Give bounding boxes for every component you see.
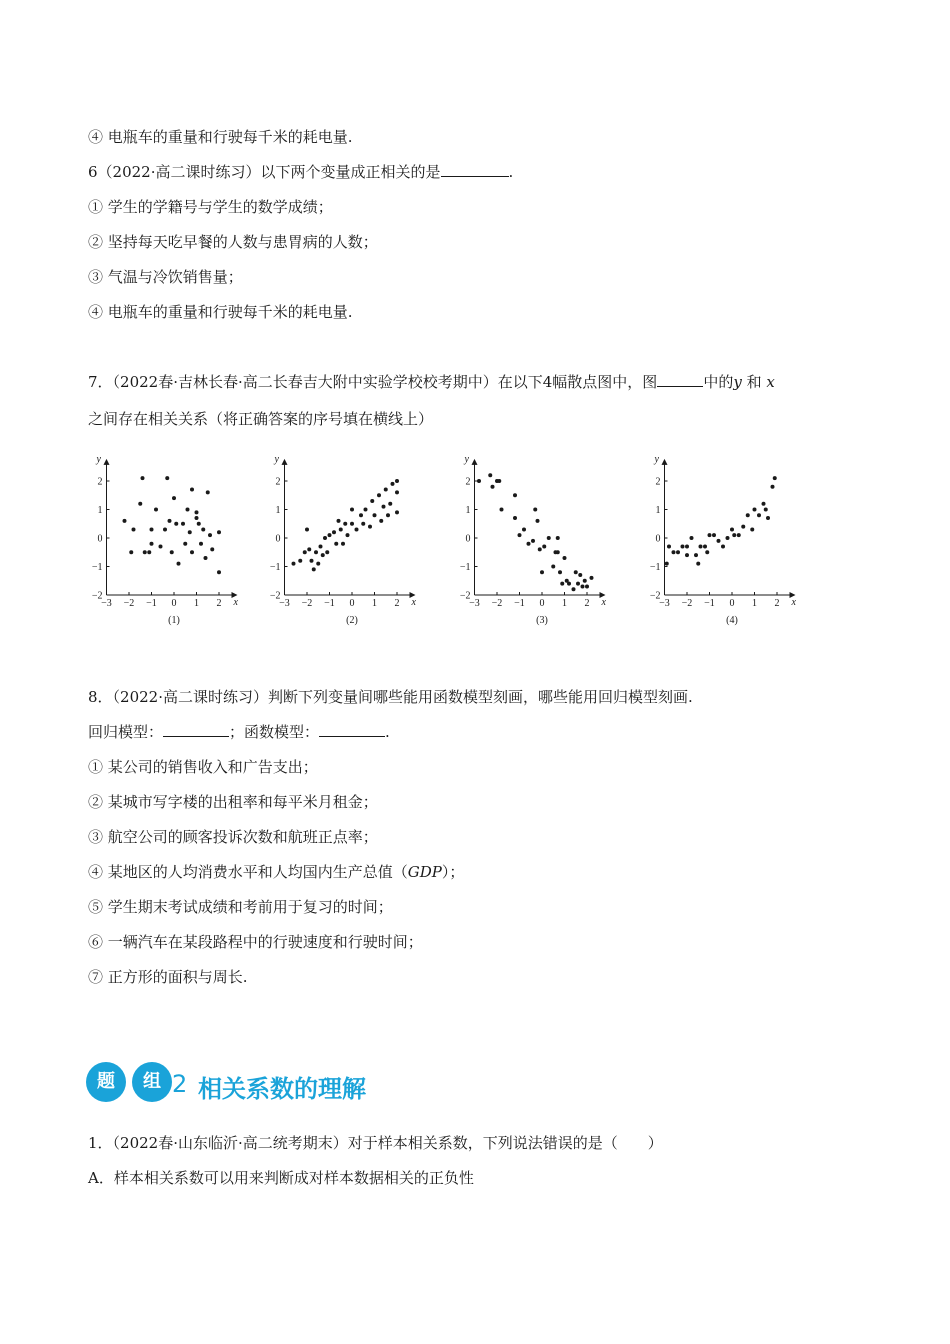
x-tick-label: −3 (659, 598, 670, 609)
x-tick-label: 1 (194, 598, 199, 609)
scatter-point (572, 587, 576, 591)
y-axis-arrow (662, 459, 668, 465)
y-tick-label: 0 (97, 533, 103, 545)
y-tick-label: −2 (649, 590, 661, 602)
scatter-point (307, 547, 311, 551)
scatter-point (138, 502, 142, 506)
scatter-point (500, 508, 504, 512)
scatter-point (350, 522, 354, 526)
scatter-point (522, 527, 526, 531)
q1-option-a: A．样本相关系数可以用来判断成对样本数据相关的正负性 (88, 1169, 474, 1187)
q6-stem-end: . (508, 163, 514, 181)
x-tick-label: −1 (146, 598, 157, 609)
scatter-point (298, 559, 302, 563)
y-tick-label: −1 (649, 562, 661, 573)
x-tick-label: 2 (584, 598, 590, 609)
q8-option-3: ③ 航空公司的顾客投诉次数和航班正点率； (88, 828, 378, 846)
scatter-point (373, 513, 377, 517)
scatter-point (730, 527, 734, 531)
scatter-point (681, 545, 685, 549)
scatter-point (518, 533, 522, 537)
scatter-point (578, 573, 582, 577)
scatter-point (531, 539, 535, 543)
x-tick-label: −1 (324, 598, 335, 609)
scatter-point (556, 550, 560, 554)
scatter-point (690, 536, 694, 540)
scatter-point (585, 584, 589, 588)
scatter-plot-3 (454, 438, 634, 637)
q8-option-2: ② 某城市写字楼的出租率和每平米月租金； (88, 793, 378, 811)
scatter-point (395, 479, 399, 483)
plot-caption: (4) (726, 615, 738, 626)
scatter-point (563, 556, 567, 560)
scatter-plot-4-svg (644, 438, 834, 633)
scatter-point (170, 550, 174, 554)
scatter-point (513, 516, 517, 520)
scatter-point (337, 519, 341, 523)
scatter-point (129, 550, 133, 554)
y-tick-label: 0 (275, 533, 281, 545)
q8-option-4 (88, 861, 464, 883)
scatter-point (197, 522, 201, 526)
scatter-point (332, 530, 336, 534)
scatter-point (732, 533, 736, 537)
scatter-point (766, 516, 770, 520)
x-tick-label: −3 (101, 598, 112, 609)
q8-option-4-end: ）； (441, 863, 465, 881)
scatter-point (321, 553, 325, 557)
scatter-point (319, 545, 323, 549)
scatter-point (147, 550, 151, 554)
scatter-point (753, 508, 757, 512)
scatter-point (685, 553, 689, 557)
scatter-point (379, 519, 383, 523)
scatter-point (547, 536, 551, 540)
x-tick-label: 1 (562, 598, 567, 609)
y-tick-label: −2 (91, 590, 103, 602)
scatter-point (773, 476, 777, 480)
scatter-point (208, 533, 212, 537)
y-axis-arrow (282, 459, 288, 465)
scatter-point (762, 502, 766, 506)
q7-stem-text: 7．（2022春·吉林长春·高二长春吉大附中实验学校校考期中）在以下4幅散点图中，图 (88, 373, 658, 391)
q6-stem (88, 161, 513, 183)
y-tick-label: 1 (275, 505, 281, 516)
x-axis-label: x (411, 597, 416, 608)
q8-answers-end: . (385, 723, 390, 741)
scatter-point (217, 570, 221, 574)
scatter-point (576, 582, 580, 586)
scatter-point (721, 545, 725, 549)
y-tick-label: 2 (275, 476, 281, 488)
scatter-point (574, 570, 578, 574)
x-axis-label: x (791, 597, 796, 608)
group-badge-ti: 题 (86, 1062, 126, 1102)
scatter-point (323, 536, 327, 540)
scatter-point (183, 542, 187, 546)
scatter-point (303, 550, 307, 554)
scatter-point (764, 508, 768, 512)
scatter-point (737, 533, 741, 537)
plot-caption: (1) (168, 615, 180, 626)
scatter-point (699, 545, 703, 549)
scatter-point (346, 533, 350, 537)
group-number: 2 (172, 1070, 188, 1098)
scatter-point (195, 516, 199, 520)
scatter-plot-2-svg (264, 438, 444, 633)
scatter-point (132, 527, 136, 531)
scatter-point (201, 527, 205, 531)
scatter-point (491, 485, 495, 489)
scatter-point (395, 490, 399, 494)
q7-var-y: y (733, 373, 742, 391)
q8-function-label: ；函数模型： (229, 723, 320, 741)
scatter-point (667, 545, 671, 549)
y-tick-label: 2 (655, 476, 661, 488)
scatter-point (292, 562, 296, 566)
y-axis-arrow (472, 459, 478, 465)
y-tick-label: −2 (269, 590, 281, 602)
scatter-point (581, 584, 585, 588)
scatter-point (556, 536, 560, 540)
scatter-point (771, 485, 775, 489)
x-tick-label: 2 (774, 598, 780, 609)
scatter-point (694, 553, 698, 557)
q7-stem (88, 371, 775, 393)
x-tick-label: 0 (539, 598, 545, 609)
scatter-point (685, 545, 689, 549)
y-axis-arrow (104, 459, 110, 465)
scatter-point (746, 513, 750, 517)
y-axis-label: y (96, 453, 101, 465)
scatter-point (757, 513, 761, 517)
scatter-plot-1 (86, 438, 266, 637)
scatter-point (143, 550, 147, 554)
scatter-point (361, 522, 365, 526)
scatter-point (154, 508, 158, 512)
scatter-point (542, 545, 546, 549)
scatter-point (741, 525, 745, 529)
scatter-point (190, 550, 194, 554)
scatter-point (590, 576, 594, 580)
scatter-point (386, 513, 390, 517)
plot-caption: (3) (536, 615, 548, 626)
scatter-point (325, 550, 329, 554)
scatter-point (163, 527, 167, 531)
q7-var-x: x (766, 373, 775, 391)
y-tick-label: 2 (465, 476, 471, 488)
x-tick-label: −3 (469, 598, 480, 609)
group-badge-zu: 组 (132, 1062, 172, 1102)
scatter-plots-row (86, 438, 846, 638)
scatter-point (391, 482, 395, 486)
q8-regression-blank[interactable] (163, 722, 229, 737)
scatter-point (388, 502, 392, 506)
scatter-point (750, 527, 754, 531)
scatter-point (370, 499, 374, 503)
x-tick-label: −1 (704, 598, 715, 609)
q8-option-1: ① 某公司的销售收入和广告支出； (88, 758, 318, 776)
scatter-point (341, 542, 345, 546)
x-tick-label: 1 (752, 598, 757, 609)
scatter-point (172, 496, 176, 500)
y-tick-label: −1 (269, 562, 281, 573)
scatter-point (314, 550, 318, 554)
scatter-point (310, 559, 314, 563)
x-tick-label: −2 (681, 598, 693, 609)
scatter-point (168, 519, 172, 523)
q7-answer-blank[interactable] (657, 372, 703, 387)
scatter-point (708, 533, 712, 537)
x-tick-label: 2 (216, 598, 222, 609)
scatter-point (696, 562, 700, 566)
q8-answers (88, 721, 390, 743)
y-tick-label: 2 (97, 476, 103, 488)
y-tick-label: 1 (655, 505, 661, 516)
x-tick-label: 1 (372, 598, 377, 609)
x-axis-label: x (233, 597, 238, 608)
plot-caption: (2) (346, 615, 358, 626)
scatter-point (538, 547, 542, 551)
x-tick-label: −1 (514, 598, 525, 609)
scatter-point (536, 519, 540, 523)
scatter-point (355, 527, 359, 531)
scatter-point (206, 490, 210, 494)
scatter-point (583, 579, 587, 583)
y-tick-label: 0 (465, 533, 471, 545)
q7-and: 和 (746, 373, 762, 391)
scatter-point (672, 550, 676, 554)
q6-option-4: ④ 电瓶车的重量和行驶每千米的耗电量. (88, 303, 353, 321)
scatter-point (150, 542, 154, 546)
q8-option-5: ⑤ 学生期末考试成绩和考前用于复习的时间； (88, 898, 393, 916)
group-title: 相关系数的理解 (198, 1075, 366, 1103)
x-tick-label: 0 (171, 598, 177, 609)
scatter-point (334, 542, 338, 546)
x-tick-label: −2 (491, 598, 503, 609)
scatter-point (150, 527, 154, 531)
scatter-point (488, 473, 492, 477)
x-tick-label: −3 (279, 598, 290, 609)
scatter-point (676, 550, 680, 554)
scatter-plot-4 (644, 438, 834, 637)
scatter-point (316, 562, 320, 566)
x-axis-label: x (601, 597, 606, 608)
q8-function-blank[interactable] (319, 722, 385, 737)
y-axis-label: y (464, 453, 469, 465)
scatter-point (533, 508, 537, 512)
q8-regression-label: 回归模型： (88, 723, 164, 741)
scatter-point (377, 493, 381, 497)
q6-answer-blank[interactable] (441, 162, 509, 177)
q7-stem-mid: 中的 (703, 373, 734, 391)
y-tick-label: 1 (465, 505, 471, 516)
scatter-point (217, 530, 221, 534)
scatter-plot-3-svg (454, 438, 634, 633)
y-tick-label: −2 (459, 590, 471, 602)
scatter-point (328, 533, 332, 537)
scatter-point (339, 527, 343, 531)
q5-option-4: ④ 电瓶车的重量和行驶每千米的耗电量. (88, 128, 353, 146)
scatter-point (560, 582, 564, 586)
scatter-point (712, 533, 716, 537)
scatter-point (123, 519, 127, 523)
q1-title: 1．（2022春·山东临沂·高二统考期末）对于样本相关系数，下列说法错误的是（ ） (88, 1134, 663, 1152)
scatter-point (368, 525, 372, 529)
scatter-point (199, 542, 203, 546)
scatter-point (359, 513, 363, 517)
scatter-point (165, 476, 169, 480)
scatter-point (204, 556, 208, 560)
y-axis-label: y (274, 453, 279, 465)
q6-stem-text: 6（2022·高二课时练习）以下两个变量成正相关的是 (88, 163, 441, 181)
q6-option-1: ① 学生的学籍号与学生的数学成绩； (88, 198, 333, 216)
scatter-point (188, 530, 192, 534)
scatter-point (190, 488, 194, 492)
x-tick-label: 0 (729, 598, 735, 609)
scatter-point (177, 562, 181, 566)
scatter-point (384, 488, 388, 492)
q8-option-7: ⑦ 正方形的面积与周长. (88, 968, 248, 986)
scatter-point (210, 547, 214, 551)
scatter-plot-1-svg (86, 438, 266, 633)
scatter-point (558, 570, 562, 574)
scatter-point (497, 479, 501, 483)
scatter-point (186, 508, 190, 512)
x-tick-label: 2 (394, 598, 400, 609)
q8-option-6: ⑥ 一辆汽车在某段路程中的行驶速度和行驶时间； (88, 933, 423, 951)
y-tick-label: 1 (97, 505, 103, 516)
y-tick-label: −1 (459, 562, 471, 573)
scatter-plot-2 (264, 438, 444, 637)
x-tick-label: −2 (301, 598, 313, 609)
scatter-point (305, 527, 309, 531)
scatter-point (159, 545, 163, 549)
scatter-point (540, 570, 544, 574)
scatter-point (567, 582, 571, 586)
scatter-point (395, 510, 399, 514)
q6-option-3: ③ 气温与冷饮销售量； (88, 268, 243, 286)
scatter-point (350, 508, 354, 512)
scatter-point (703, 545, 707, 549)
scatter-point (726, 536, 730, 540)
q6-option-2: ② 坚持每天吃早餐的人数与患胃病的人数； (88, 233, 378, 251)
question-group-header (86, 1062, 486, 1106)
q8-title: 8．（2022·高二课时练习）判断下列变量间哪些能用函数模型刻画，哪些能用回归模型刻画. (88, 688, 693, 706)
x-tick-label: −2 (123, 598, 135, 609)
scatter-point (513, 493, 517, 497)
q8-option-4-text: ④ 某地区的人均消费水平和人均国内生产总值（ (88, 863, 408, 881)
scatter-point (181, 522, 185, 526)
y-tick-label: 0 (655, 533, 661, 545)
scatter-point (477, 479, 481, 483)
y-axis-label: y (654, 453, 659, 465)
scatter-point (364, 508, 368, 512)
q7-stem-line2: 之间存在相关关系（将正确答案的序号填在横线上） (88, 410, 434, 428)
scatter-point (665, 562, 669, 566)
scatter-point (174, 522, 178, 526)
scatter-point (195, 510, 199, 514)
scatter-point (141, 476, 145, 480)
scatter-point (551, 565, 555, 569)
scatter-point (527, 542, 531, 546)
y-tick-label: −1 (91, 562, 103, 573)
scatter-point (343, 522, 347, 526)
x-tick-label: 0 (349, 598, 355, 609)
q8-option-4-gdp: GDP (407, 863, 442, 881)
scatter-point (717, 539, 721, 543)
scatter-point (382, 505, 386, 509)
scatter-point (705, 550, 709, 554)
scatter-point (312, 567, 316, 571)
